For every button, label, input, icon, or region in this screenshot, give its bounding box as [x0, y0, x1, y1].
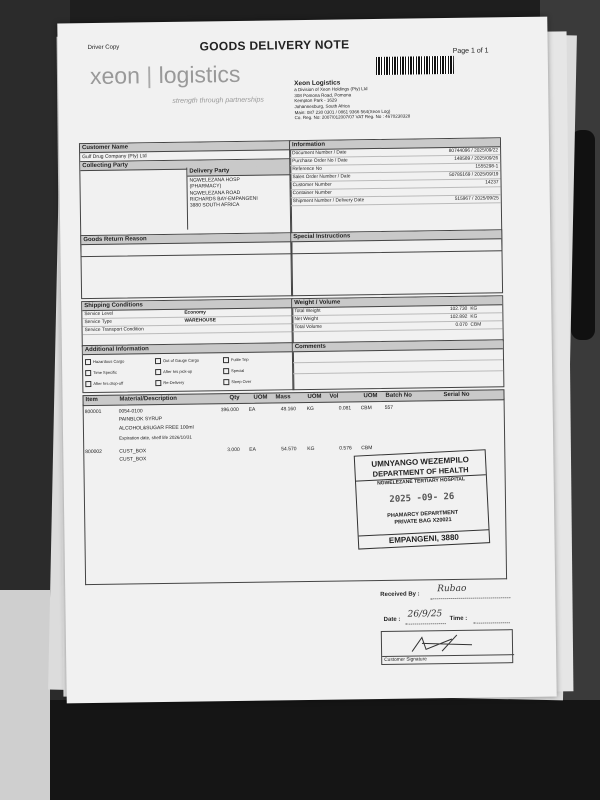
weight-value: 0.070 — [455, 322, 468, 328]
logo-separator: | — [146, 62, 153, 89]
item-description: PAINBLOK SYRUP — [118, 416, 163, 423]
column-item: Item — [85, 396, 98, 404]
delivery-party-header: Delivery Party — [187, 166, 290, 176]
info-label: Shipment Number / Delivery Date — [292, 198, 365, 205]
background-panel — [0, 590, 50, 800]
company-line: Co. Reg. No: 2007/012007/07 VAT Reg. No : 4670238328 — [294, 113, 411, 121]
shipping-value: Economy — [184, 310, 206, 316]
signature-scribble — [382, 630, 512, 656]
stamp-line: UMNYANGO WEZEMPILO — [371, 455, 470, 469]
info-row — [291, 195, 501, 206]
delivery-line: RICHARDS BAY-EMPANGENI — [189, 195, 258, 203]
delivery-party — [186, 166, 291, 229]
column-uom: UOM — [253, 394, 268, 401]
received-by-signature: Rubao — [437, 583, 467, 595]
option-label: Re-Delivery — [163, 379, 185, 386]
checkbox-icon — [85, 381, 91, 387]
option-label: After hrs drop-off — [93, 380, 124, 387]
copy-label: Driver Copy — [87, 44, 120, 52]
customer-name: Gulf Drug Company (Pty) Ltd — [80, 150, 290, 162]
weight-label: Total Volume — [294, 324, 323, 331]
option-checkbox — [85, 381, 123, 388]
goods-return-header: Goods Return Reason — [81, 233, 291, 245]
weight-value: 102.730 — [449, 306, 468, 312]
checkbox-icon — [85, 370, 91, 376]
item-code: 0054-0100 — [118, 408, 143, 415]
option-label: Hazardous Cargo — [92, 358, 125, 365]
special-instructions-box — [290, 229, 503, 296]
item-qty: 396.000 — [220, 406, 239, 414]
info-label: Sales Order Number / Date — [292, 174, 351, 181]
checkbox-icon — [223, 379, 229, 385]
background-handle — [571, 130, 595, 340]
received-by-line — [430, 597, 510, 599]
column-description: Material/Description — [119, 395, 177, 403]
info-value: 515967 / 2025/09/25 — [454, 196, 499, 202]
item-mass: 48.160 — [280, 406, 297, 413]
shipping-label: Service Type — [84, 319, 113, 326]
delivery-address — [187, 175, 290, 210]
goods-return-box — [80, 232, 293, 299]
delivery-line: (PHARMACY) — [189, 183, 222, 190]
weight-unit: KG — [470, 306, 478, 312]
weight-header: Weight / Volume — [292, 296, 502, 308]
option-label: After hrs pick-up — [163, 368, 193, 375]
background-bottom — [0, 700, 600, 800]
item-description: CUST_BOX — [119, 456, 147, 463]
info-value: 148589 / 2025/09/26 — [454, 156, 499, 162]
info-label: Reference No — [292, 166, 322, 173]
item-number: 800001 — [84, 408, 102, 416]
info-label: Customer Number — [292, 182, 332, 189]
delivery-line: NGWELEZANA HOSP — [189, 176, 240, 184]
info-label: Purchase Order No / Date — [292, 158, 348, 165]
comments-header: Comments — [293, 340, 503, 352]
comment-line — [293, 360, 503, 374]
time-line — [474, 622, 510, 624]
column-uom: UOM — [307, 393, 322, 400]
hospital-stamp — [354, 449, 490, 549]
item-description: Expiration date, shelf life 2026/10/31 — [119, 434, 192, 441]
option-label: Out of Gauge Cargo — [162, 357, 200, 364]
option-checkbox — [223, 357, 249, 363]
item-qty: 3.000 — [227, 446, 240, 454]
shipping-label: Service Level — [84, 311, 114, 318]
shipping-value: WAREHOUSE — [184, 318, 216, 324]
option-checkbox — [85, 370, 117, 376]
column-batch: Batch No — [385, 392, 412, 399]
stamp-line: PRIVATE BAG X20021 — [394, 516, 452, 526]
delivery-line: 3880 SOUTH AFRICA — [189, 201, 240, 209]
logo-tagline: strength through partnerships — [172, 96, 264, 105]
weight-unit: KG — [470, 314, 478, 320]
received-by-label: Received By : — [380, 591, 420, 598]
option-label: Sleep Over — [231, 378, 252, 385]
checkbox-icon — [85, 359, 91, 365]
delivery-note-sheet — [57, 17, 556, 704]
date-label: Date : — [383, 616, 401, 623]
special-instructions-header: Special Instructions — [291, 230, 501, 242]
stamp-line: DEPARTMENT OF HEALTH — [355, 464, 485, 481]
stamp-line: EMPANGENI, 3880 — [359, 529, 489, 546]
item-mass-uom: KG — [306, 405, 314, 413]
company-address — [294, 78, 465, 121]
company-line: Johannesburg, South Africa — [294, 103, 350, 110]
option-checkbox — [223, 368, 244, 374]
customer-signature-box — [381, 629, 513, 665]
customer-signature-label: Customer Signature — [382, 654, 514, 664]
checkbox-icon — [223, 357, 229, 363]
checkbox-icon — [155, 380, 161, 386]
logo-right: logistics — [158, 60, 241, 89]
info-label: Container Number — [292, 190, 332, 197]
barcode-icon — [376, 56, 454, 75]
date-line — [406, 623, 446, 625]
info-value: 14237 — [485, 180, 499, 186]
option-checkbox — [155, 380, 184, 386]
customer-header: Customer Name — [80, 141, 290, 153]
item-number: 800002 — [85, 448, 102, 456]
info-label: Document Number / Date — [292, 150, 347, 157]
item-vol-uom: CBM — [360, 405, 372, 412]
company-name: Xeon Logistics — [294, 79, 341, 88]
column-vol: Vol — [329, 393, 339, 400]
stamp-line: PHAMARCY DEPARTMENT — [387, 509, 459, 520]
document-title: GOODS DELIVERY NOTE — [199, 37, 350, 54]
shipping-box — [81, 298, 294, 347]
column-qty: Qty — [229, 394, 240, 402]
option-checkbox — [85, 359, 124, 366]
column-mass: Mass — [275, 394, 291, 401]
date-handwritten: 26/9/25 — [407, 609, 443, 620]
company-logo — [90, 61, 241, 90]
company-line: a Division of Xeon Holdings (Pty) Ltd — [294, 86, 368, 93]
shipping-row — [83, 324, 293, 335]
time-label: Time : — [449, 615, 468, 623]
shipping-label: Service Transport Condition — [84, 327, 144, 334]
item-mass-uom: KG — [307, 445, 315, 453]
option-checkbox — [223, 379, 251, 385]
weight-value: 102.892 — [450, 314, 468, 320]
option-label: Time Specific — [93, 369, 118, 376]
info-value: 80744096 / 2025/09/22 — [448, 148, 499, 155]
delivery-line: NGWELEZANA ROAD — [189, 189, 241, 197]
checkbox-icon — [155, 358, 161, 364]
page-number: Page 1 of 1 — [452, 47, 489, 55]
item-vol: 0.081 — [338, 405, 352, 412]
item-code: CUST_BOX — [119, 448, 147, 455]
collecting-party-header: Collecting Party — [80, 159, 290, 171]
company-line: 308 Pomona Road, Pomona — [294, 91, 352, 98]
item-vol-uom: CBM — [361, 445, 373, 452]
additional-info-header: Additional Information — [83, 343, 293, 355]
item-uom: EA — [249, 446, 256, 453]
weight-label: Total Weight — [294, 308, 321, 315]
option-label: Special — [231, 367, 245, 374]
weight-unit: CBM — [470, 322, 482, 328]
weight-box — [291, 295, 504, 344]
item-vol: 0.576 — [339, 445, 352, 452]
info-value: 50785169 / 2025/09/19 — [449, 172, 499, 178]
option-label: Futile Trip — [230, 356, 249, 363]
column-serial: Serial No — [443, 391, 470, 399]
item-description: ALCOHOL&SUGAR FREE 100ml — [118, 424, 194, 432]
info-value: 1555298-1 — [475, 164, 499, 170]
company-line: Main: 087 230 0301 / 0861 9366 564(Xeon Log) — [294, 108, 391, 115]
option-checkbox — [155, 358, 199, 365]
shipping-header: Shipping Conditions — [82, 299, 292, 311]
information-header: Information — [290, 138, 500, 150]
checkbox-icon — [223, 368, 229, 374]
additional-info-box — [82, 342, 295, 393]
item-uom: EA — [248, 406, 256, 413]
weight-row — [292, 321, 502, 332]
comments-box — [292, 339, 505, 390]
stamp-line: NGWELEZANE TERTIARY HOSPITAL — [376, 476, 466, 487]
company-line: Kempton Park - 1629 — [294, 97, 337, 104]
item-mass: 54.570 — [281, 446, 297, 453]
logo-left: xeon — [89, 62, 141, 90]
column-uom: UOM — [363, 393, 378, 400]
checkbox-icon — [155, 369, 161, 375]
option-checkbox — [155, 369, 192, 376]
stamp-date: 2025 -09- 26 — [389, 491, 455, 505]
weight-label: Net Weight — [294, 316, 319, 323]
item-batch: 557 — [384, 404, 394, 411]
